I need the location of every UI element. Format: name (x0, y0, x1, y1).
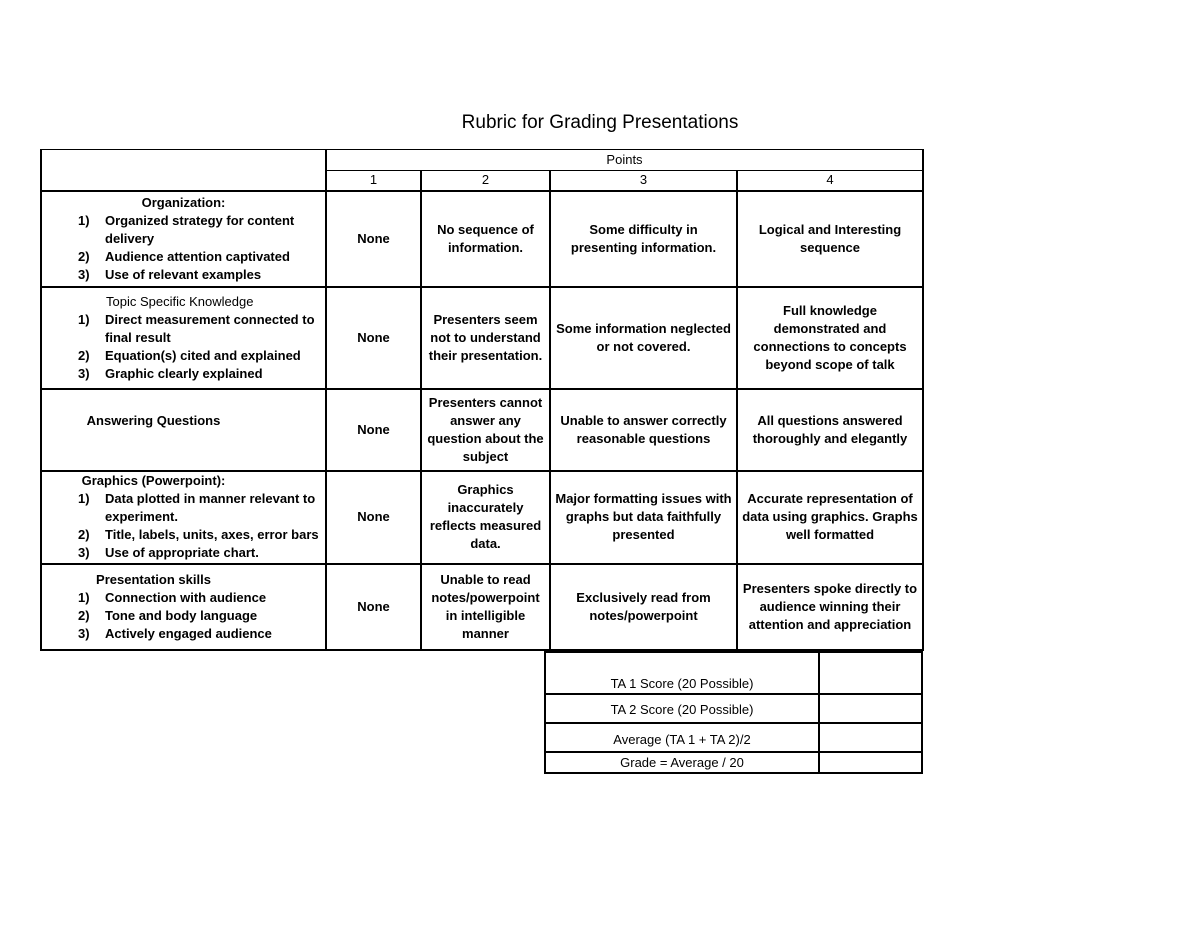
rubric-table (40, 149, 924, 651)
criterion-item: 2) Equation(s) cited and explained (78, 347, 301, 363)
score-cell-2: No sequence of information. (421, 191, 550, 287)
point-column-3: 3 (550, 171, 737, 191)
score-cell-2: Unable to read notes/powerpoint in intelligible manner (421, 564, 550, 650)
criterion-cell (41, 191, 326, 287)
criterion-heading: Topic Specific Knowledge (106, 293, 254, 309)
header-blank-cell (41, 150, 326, 191)
criterion-cell (41, 287, 326, 389)
score-cell-4: All questions answered thoroughly and elegantly (737, 389, 923, 471)
score-cell-1: None (326, 389, 421, 471)
score-row (545, 694, 922, 723)
criterion-item: 3) Use of relevant examples (78, 266, 262, 282)
score-cell-2: Graphics inaccurately reflects measured data. (421, 471, 550, 564)
score-label-ta1: TA 1 Score (20 Possible) (545, 652, 819, 694)
criterion-heading: Graphics (Powerpoint): (81, 473, 226, 488)
criterion-items (48, 490, 319, 562)
criterion-item: 1) Connection with audience (78, 589, 267, 605)
criterion-items (48, 311, 319, 383)
score-cell-4: Logical and Interesting sequence (737, 191, 923, 287)
score-cell-3: Some information neglected or not covered. (550, 287, 737, 389)
criterion-item: 2) Audience attention captivated (78, 248, 290, 264)
score-cell-1: None (326, 471, 421, 564)
criterion-item: 2) Tone and body language (78, 607, 258, 623)
score-cell-2: Presenters seem not to understand their presentation. (421, 287, 550, 389)
score-cell-3: Some difficulty in presenting information. (550, 191, 737, 287)
point-column-2: 2 (421, 171, 550, 191)
criterion-row-presentation-skills (41, 564, 923, 650)
criterion-heading: Presentation skills (96, 571, 211, 587)
score-cell-2: Presenters cannot answer any question about the subject (421, 389, 550, 471)
criterion-row-answering-questions (41, 389, 923, 471)
score-summary-table (544, 651, 923, 774)
criterion-item: 1) Data plotted in manner relevant to experiment. (78, 491, 316, 524)
score-cell-3: Exclusively read from notes/powerpoint (550, 564, 737, 650)
criterion-row-topic-knowledge (41, 287, 923, 389)
score-label-grade: Grade = Average / 20 (545, 752, 819, 773)
points-header: Points (326, 150, 923, 171)
score-row (545, 652, 922, 694)
criterion-row-organization (41, 191, 923, 287)
score-cell-3: Major formatting issues with graphs but data faithfully presented (550, 471, 737, 564)
criterion-cell (41, 564, 326, 650)
score-label-average: Average (TA 1 + TA 2)/2 (545, 723, 819, 752)
score-cell-4: Accurate representation of data using graphics. Graphs well formatted (737, 471, 923, 564)
criterion-cell (41, 389, 326, 471)
score-value-average[interactable] (819, 723, 922, 752)
criterion-item: 1) Organized strategy for content delivery (78, 212, 295, 246)
page-title: Rubric for Grading Presentations (461, 112, 739, 133)
score-value-grade[interactable] (819, 752, 922, 773)
point-column-4: 4 (737, 171, 923, 191)
criterion-cell (41, 471, 326, 564)
criterion-row-graphics (41, 471, 923, 564)
score-row (545, 723, 922, 752)
score-cell-3: Unable to answer correctly reasonable questions (550, 389, 737, 471)
score-value-ta1[interactable] (819, 652, 922, 694)
point-column-1: 1 (326, 171, 421, 191)
score-label-ta2: TA 2 Score (20 Possible) (545, 694, 819, 723)
score-cell-1: None (326, 191, 421, 287)
score-cell-4: Full knowledge demonstrated and connections to concepts beyond scope of talk (737, 287, 923, 389)
criterion-item: 3) Graphic clearly explained (78, 365, 263, 381)
score-cell-1: None (326, 287, 421, 389)
criterion-item: 2) Title, labels, units, axes, error bars (78, 527, 319, 542)
criterion-item: 3) Actively engaged audience (78, 625, 272, 641)
criterion-item: 1) Direct measurement connected to final result (78, 311, 315, 345)
score-row (545, 752, 922, 773)
score-cell-1: None (326, 564, 421, 650)
score-value-ta2[interactable] (819, 694, 922, 723)
criterion-heading: Organization: (141, 194, 226, 210)
criterion-items (48, 589, 319, 643)
score-cell-4: Presenters spoke directly to audience winning their attention and appreciation (737, 564, 923, 650)
criterion-heading: Answering Questions (86, 412, 221, 428)
criterion-items (48, 212, 319, 284)
criterion-item: 3) Use of appropriate chart. (78, 545, 259, 560)
